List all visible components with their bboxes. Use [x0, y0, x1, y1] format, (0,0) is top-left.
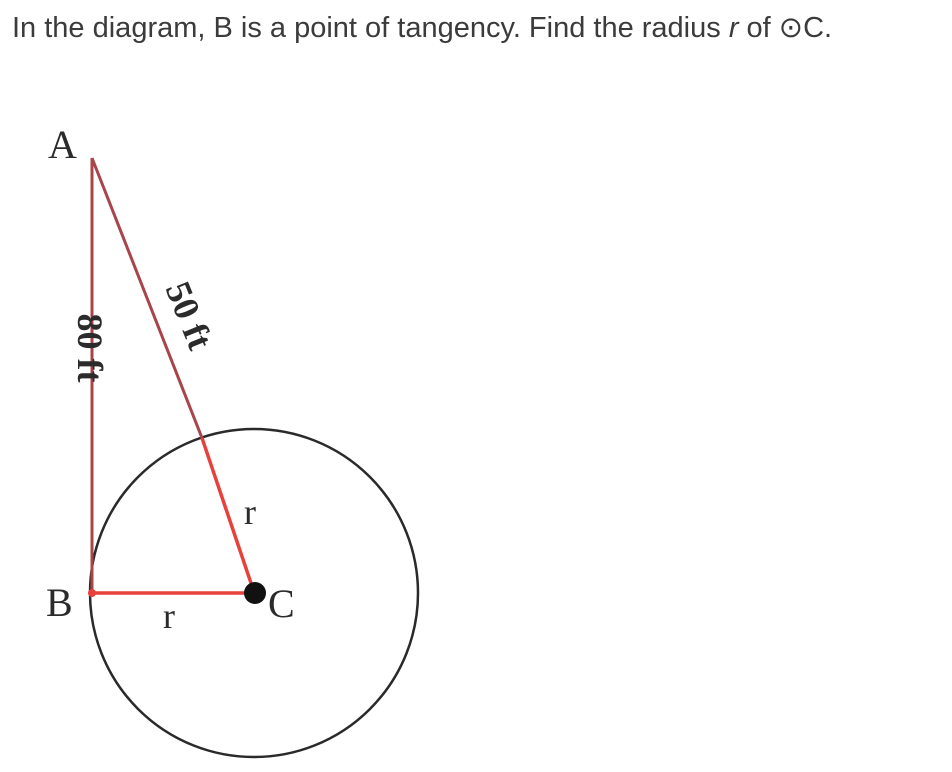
question-variable: r — [728, 12, 739, 44]
center-c-dot — [244, 582, 266, 604]
label-c: C — [268, 581, 295, 626]
label-ac-length: 50 ft — [157, 276, 221, 355]
point-b-dot — [88, 589, 96, 597]
question-prefix: In the diagram, B is a point of tangency. Find the radius — [12, 12, 729, 44]
label-ab-length: 80 ft — [70, 313, 110, 383]
question-suffix: of ⊙C. — [738, 12, 833, 44]
label-a: A — [48, 122, 77, 167]
label-radius-bc: r — [163, 596, 175, 636]
label-radius-c-to-circle: r — [244, 492, 256, 532]
label-b: B — [46, 580, 73, 625]
